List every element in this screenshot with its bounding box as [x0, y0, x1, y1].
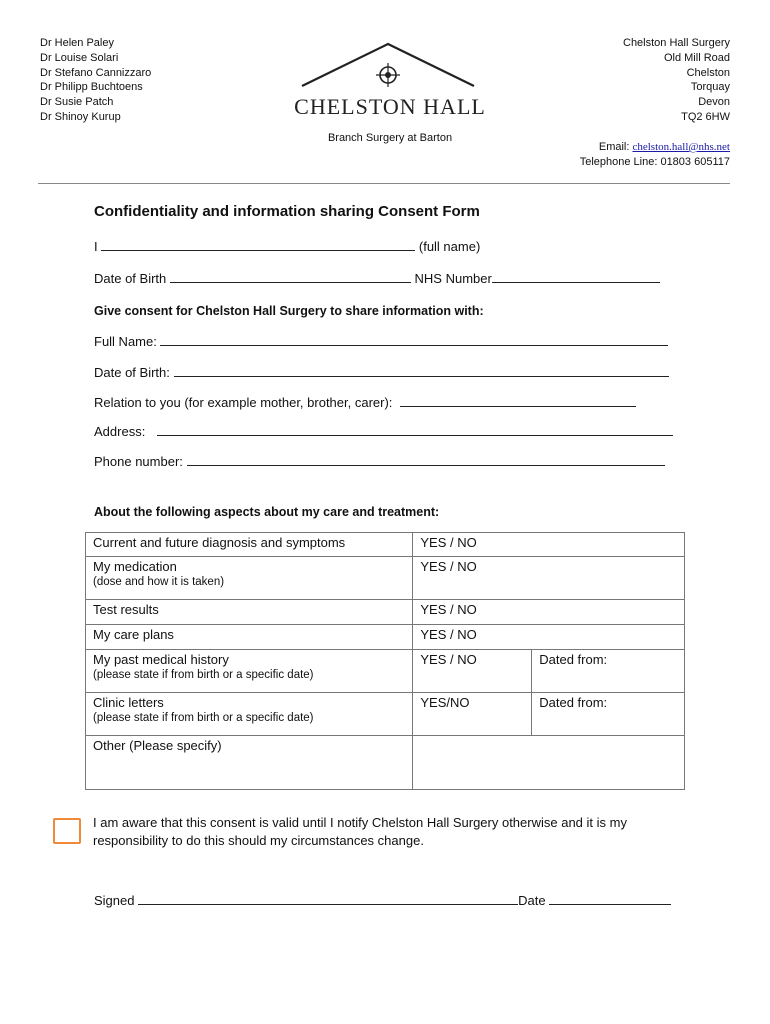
- yes-no-answer[interactable]: YES / NO: [413, 557, 685, 600]
- yes-no-answer[interactable]: YES / NO: [413, 533, 685, 557]
- table-row: [86, 650, 685, 693]
- address-line: Torquay: [690, 81, 730, 94]
- dob-label: Date of Birth: [94, 271, 167, 286]
- logo-wordmark: CHELSTON HALL: [294, 94, 486, 119]
- aspect-label: Test results: [86, 600, 413, 625]
- address-line: Chelston Hall Surgery: [623, 37, 730, 49]
- i-label: I: [94, 239, 98, 254]
- address-field[interactable]: [157, 423, 673, 436]
- table-row: [86, 533, 685, 557]
- signature-row: [94, 892, 671, 908]
- consent-statement: I am aware that this consent is valid until I notify Chelston Hall Surgery otherwise and it is my responsibility to do this should my circumstances change.: [93, 815, 627, 848]
- aspect-label: My medication (dose and how it is taken): [86, 557, 413, 600]
- dated-from-field[interactable]: Dated from:: [532, 650, 685, 693]
- phone-field[interactable]: [187, 453, 665, 466]
- doctor-name: Dr Helen Paley: [40, 37, 114, 49]
- share-dob-row: [94, 364, 669, 380]
- date-label: Date: [518, 893, 546, 908]
- doctor-name: Dr Philipp Buchtoens: [40, 81, 143, 94]
- aspect-label: Other (Please specify): [86, 736, 413, 790]
- dob-field[interactable]: [170, 270, 411, 283]
- telephone: Telephone Line: 01803 605117: [579, 156, 730, 168]
- address-label: Address:: [94, 424, 146, 439]
- yes-no-answer[interactable]: YES / NO: [413, 650, 532, 693]
- aspect-label: Current and future diagnosis and symptoms: [86, 533, 413, 557]
- nhs-label: NHS Number: [414, 271, 492, 286]
- relation-row: [94, 394, 636, 410]
- address-line: Devon: [698, 96, 730, 109]
- table-row: [86, 600, 685, 625]
- table-row: [86, 557, 685, 600]
- contact-details: [580, 140, 730, 170]
- aspect-label: My care plans: [86, 625, 413, 650]
- full-name-label: Full Name:: [94, 334, 157, 349]
- nhs-number-field[interactable]: [492, 270, 660, 283]
- header-divider: [38, 183, 730, 184]
- address-line: TQ2 6HW: [681, 110, 730, 123]
- other-specify-field[interactable]: [413, 736, 685, 790]
- aspects-table: [85, 532, 685, 790]
- share-heading: Give consent for Chelston Hall Surgery to share information with:: [94, 304, 484, 318]
- doctor-name: Dr Louise Solari: [40, 51, 119, 64]
- share-full-name-field[interactable]: [160, 333, 668, 346]
- patient-dob-row: [94, 270, 660, 286]
- table-row: [86, 736, 685, 790]
- surgery-address: [623, 36, 730, 125]
- yes-no-answer[interactable]: YES / NO: [413, 625, 685, 650]
- patient-name-row: [94, 238, 480, 254]
- doctor-name: Dr Shinoy Kurup: [40, 110, 121, 123]
- consent-checkbox[interactable]: [53, 818, 81, 844]
- address-line: Old Mill Road: [663, 51, 730, 64]
- signature-field[interactable]: [138, 892, 518, 905]
- table-row: [86, 693, 685, 736]
- date-field[interactable]: [549, 892, 671, 905]
- doctor-list: [40, 36, 151, 125]
- share-dob-label: Date of Birth:: [94, 365, 170, 380]
- share-full-name-row: [94, 333, 668, 349]
- branch-surgery: Branch Surgery at Barton: [327, 132, 453, 144]
- form-title: Confidentiality and information sharing Consent Form: [94, 203, 480, 220]
- full-name-field[interactable]: [101, 238, 415, 251]
- compass-icon: [376, 63, 400, 87]
- phone-row: [94, 453, 665, 469]
- address-line: Chelston: [686, 66, 730, 79]
- doctor-name: Dr Susie Patch: [40, 96, 114, 109]
- dated-from-field[interactable]: Dated from:: [532, 693, 685, 736]
- full-name-suffix: (full name): [418, 239, 481, 254]
- aspect-label: Clinic letters (please state if from birth or a specific date): [86, 693, 413, 736]
- table-row: [86, 625, 685, 650]
- doctor-name: Dr Stefano Cannizzaro: [40, 66, 152, 79]
- email-label: Email:: [598, 141, 630, 153]
- relation-field[interactable]: [400, 394, 636, 407]
- share-dob-field[interactable]: [174, 364, 669, 377]
- yes-no-answer[interactable]: YES / NO: [413, 600, 685, 625]
- relation-label: Relation to you (for example mother, brother, carer):: [94, 395, 393, 410]
- address-row: [94, 423, 673, 439]
- aspect-label: My past medical history (please state if from birth or a specific date): [86, 650, 413, 693]
- phone-label: Phone number:: [94, 454, 183, 469]
- email-link[interactable]: chelston.hall@nhs.net: [632, 141, 730, 153]
- yes-no-answer[interactable]: YES/NO: [413, 693, 532, 736]
- signed-label: Signed: [94, 893, 135, 908]
- aspects-heading: About the following aspects about my care and treatment:: [94, 505, 440, 519]
